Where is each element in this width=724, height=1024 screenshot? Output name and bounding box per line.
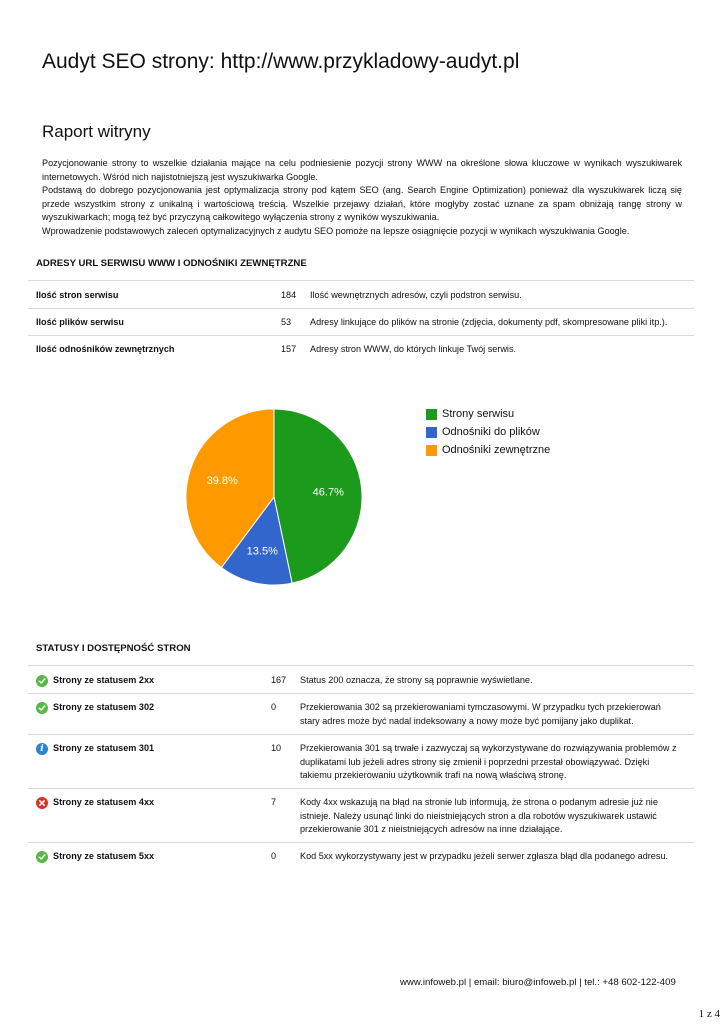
- legend-label: Strony serwisu: [442, 408, 515, 420]
- intro-paragraph: Wprowadzenie podstawowych zaleceń optymalizacyjnych z audytu SEO pomoże na lepsze osiągnięcie pozycji w wynikach wyszukiwania Google.: [42, 225, 630, 236]
- intro-paragraph: Pozycjonowanie strony to wszelkie działania mające na celu podniesienie pozycji strony WWW na określone słowa kluczowe w wynikach wyszukiwarek internetowych. Wśród nich najistotniejszą jest wyszukiwarka Google.: [42, 158, 682, 182]
- report-subtitle: Raport witryny: [42, 122, 151, 141]
- status-row-value: 0: [271, 702, 277, 712]
- status-desc-line: Status 200 oznacza, że strony są poprawnie wyświetlane.: [300, 675, 533, 685]
- check-icon: [36, 675, 48, 687]
- intro-paragraph: Podstawą do dobrego pozycjonowania jest optymalizacja strony pod kątem SEO (ang. Search Engine Optimization) ponieważ dla wyszukiwarek liczą się przede wszystkim strony z unikalną i wartościową treścią. Wszelkie przejawy działań, które mogłyby zostać uznane za spam obniżają rangę strony w wyszukiwarkach; mogą też być przyczyną całkowitego wyłączenia strony z wyników wyszukiwania.: [42, 185, 682, 222]
- footer-contact: www.infoweb.pl | email: biuro@infoweb.pl | tel.: +48 602-122-409: [400, 977, 676, 988]
- status-row-label: Strony ze statusem 301: [53, 743, 155, 753]
- status-row-desc: [300, 742, 677, 783]
- pie-slice-label: 39.8%: [206, 474, 238, 487]
- page-title: Audyt SEO strony: http://www.przykladowy-audyt.pl: [42, 50, 520, 73]
- legend-label: Odnośniki zewnętrzne: [442, 444, 551, 456]
- status-desc-line: Przekierowania 302 są przekierowaniami tymczasowymi. W przypadku tych przekierowań: [300, 702, 661, 712]
- status-desc-line: duplikatami lub jeżeli adres strony się zmienił i poprzedni przestał obowiązywać. Dzięki: [300, 756, 650, 767]
- status-row-value: 0: [271, 851, 277, 861]
- url-row-label: Ilość plików serwisu: [36, 317, 124, 327]
- legend-item: [426, 408, 514, 420]
- url-row-desc: Adresy stron WWW, do których linkuje Twój serwis.: [310, 344, 517, 354]
- status-desc-line: istnieje. Należy usunąć linki do nieistniejących stron a dla robotów wyszukiwarek ustawić: [300, 810, 657, 821]
- url-row-desc: Adresy linkujące do plików na stronie (zdjęcia, dokumenty pdf, skompresowane pliki itp.).: [310, 317, 668, 327]
- status-desc-line: Kody 4xx wskazują na błąd na stronie lub informują, że strona o podanym adresie już nie: [300, 797, 658, 807]
- status-row-desc: [300, 850, 668, 864]
- divider: [28, 308, 694, 309]
- check-icon: [36, 851, 48, 863]
- legend-item: [426, 426, 540, 438]
- status-row-desc: [300, 701, 661, 728]
- legend-item: [426, 444, 550, 456]
- status-desc-line: Przekierowania 301 są trwałe i zazwyczaj są wykorzystywane do rozwiązywania problemów z: [300, 743, 677, 753]
- divider: [28, 335, 694, 336]
- check-icon: [36, 702, 48, 714]
- url-row-desc: Ilość wewnętrznych adresów, czyli podstron serwisu.: [310, 290, 522, 300]
- divider: [28, 788, 694, 789]
- error-icon: [36, 797, 48, 809]
- status-desc-line: takiemu przekierowaniu użytkownik trafi na nową właściwą stronę.: [300, 770, 567, 781]
- legend-swatch: [426, 427, 437, 438]
- status-desc-line: Kod 5xx wykorzystywany jest w przypadku jeżeli serwer zgłasza błąd dla podanego adresu.: [300, 851, 668, 861]
- urls-heading: ADRESY URL SERWISU WWW I ODNOŚNIKI ZEWNĘTRZNE: [36, 258, 307, 269]
- page-number: 1 z 4: [698, 1008, 720, 1020]
- divider: [28, 280, 694, 281]
- url-row-value: 53: [281, 317, 292, 327]
- status-row-value: 7: [271, 797, 277, 807]
- divider: [28, 734, 694, 735]
- divider: [28, 842, 694, 843]
- status-row-value: 167: [271, 675, 287, 685]
- url-row-label: Ilość stron serwisu: [36, 290, 119, 300]
- divider: [28, 665, 694, 666]
- status-desc-line: przekierowanie 301 z nieistniejących adresów na inne działające.: [300, 824, 563, 835]
- legend-swatch: [426, 409, 437, 420]
- status-desc-line: stary adres może być nadal indeksowany a nowy może być pomijany jako duplikat.: [300, 715, 634, 726]
- status-row-label: Strony ze statusem 5xx: [53, 851, 155, 861]
- status-row-label: Strony ze statusem 302: [53, 702, 155, 712]
- intro-text: [42, 157, 682, 238]
- statuses-heading: STATUSY I DOSTĘPNOŚĆ STRON: [36, 643, 191, 654]
- url-row-value: 184: [281, 290, 297, 300]
- status-row-label: Strony ze statusem 4xx: [53, 797, 155, 807]
- url-row-value: 157: [281, 344, 297, 354]
- url-row-label: Ilość odnośników zewnętrznych: [36, 344, 175, 354]
- pie-slice-label: 46.7%: [312, 486, 344, 499]
- pie-chart: [170, 400, 380, 595]
- divider: [28, 693, 694, 694]
- pie-slice-label: 13.5%: [246, 545, 278, 558]
- status-row-desc: [300, 796, 658, 837]
- legend-label: Odnośniki do plików: [442, 426, 540, 438]
- info-icon: i: [36, 743, 48, 755]
- status-row-label: Strony ze statusem 2xx: [53, 675, 155, 685]
- status-row-desc: [300, 674, 533, 688]
- legend-swatch: [426, 445, 437, 456]
- status-row-value: 10: [271, 743, 282, 753]
